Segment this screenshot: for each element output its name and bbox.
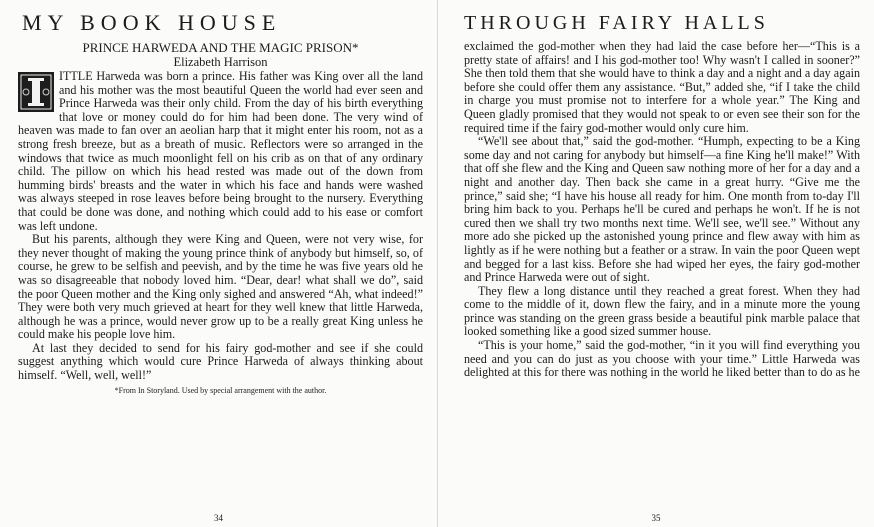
page-number-right: 35 [651, 513, 661, 523]
page-number-left: 34 [214, 513, 223, 523]
footnote: *From In Storyland. Used by special arrangement with the author. [114, 385, 327, 395]
right-page [437, 0, 874, 527]
story-author: Elizabeth Harrison [173, 55, 268, 69]
paragraph-2-left: But his parents, although they were King and Queen, were not very wise, for they never thought of making the young prince think of anybody but himself, so, of course, he grew to be selfish and peevish, and by the time he was five years old he was so disagreeable that nobody loved him. “Dear, dear! what shall we do”, said the poor Queen mother and the King only sighed and answered “Ah, what indeed!” They were both very much grieved at heart for they well knew that little Harweda, although he was a prince, would never grow up to be a really great King unless he could make his people love him. [18, 232, 423, 342]
paragraph-1-right: exclaimed the god-mother when they had laid the case before her—“This is a pretty state of affairs! and I his god-mother too! Why wasn't I called in sooner?” She then told them that she would have to think a day and a night and a day again before she could offer them any assistance. “But,” added she, “if I take the child in charge you must promise not to interfere for a whole year.” The King and Queen gladly promised that they would not speak to or even see their son for the required time if the fairy god-mother would only cure him. [464, 39, 860, 135]
paragraph-1-left [18, 70, 423, 233]
running-head-right: THROUGH FAIRY HALLS [464, 12, 769, 34]
paragraph-3-left: At last they decided to send for his fairy god-mother and see if she could suggest anything which would cure Prince Harweda of always thinking about himself. “Well, well, well!” [18, 340, 423, 383]
paragraph-3-right: They flew a long distance until they reached a great forest. When they had come to the middle of it, down flew the fairy, and in a minute more the young prince was standing on the green grass beside a beautiful pink marble palace that looked something like a good sized summer house. [464, 283, 860, 339]
illustrated-initial-icon [18, 72, 54, 112]
story-title: PRINCE HARWEDA AND THE MAGIC PRISON* [82, 40, 359, 55]
right-body-text [464, 40, 860, 380]
paragraph-2-right: “We'll see about that,” said the god-mother. “Humph, expecting to be a King some day and not caring for anybody but himself—a fine King he'll make!” With that off she flew and the King and Queen saw nothing more of her for a day and a night and another day. Then back she came in a great hurry. “Give me the prince,” said she; “I have his house all ready for him. One month from to-day I'll bring him back to you. Perhaps he'll be cured and perhaps he won't. If he is not cured then we shall try two months next time. We'll see, we'll see.” Without any more ado she picked up the astonished young prince and flew away with him as lightly as if he were nothing but a feather or a straw. In vain the poor Queen wept and begged for a last kiss. Before she had wiped her eyes, the fairy god-mother and Prince Harweda were out of sight. [464, 134, 860, 285]
left-body-text [18, 70, 423, 383]
running-head-left: MY BOOK HOUSE [22, 10, 282, 35]
paragraph-1-left-text: ITTLE Harweda was born a prince. His father was King over all the land and his mother was the most beautiful Queen the world had ever seen and Prince Harweda was their only child. From the day of his birth everything that love or money could do for him had been done. The very wind of heaven was made to fan over an aeolian harp that it might enter his room, not as a strong fresh breeze, but as a breath of music. Reflectors were so arranged in the windows that twice as much moonlight fell on his crib as on that of any ordinary child. The pillow on which his head rested was made out of the down from humming birds' breasts and the water in which his face and hands were washed was always steeped in rose leaves before being brought to the nursery. Everything that could be done was done, and nothing which could add to his ease or comfort was left undone. [18, 69, 423, 233]
paragraph-4-right: “This is your home,” said the god-mother, “in it you will find everything you need and you can do just as you choose with your time.” Little Harweda was delighted at this for there was nothing in the world he liked better than to do as he [464, 338, 860, 380]
